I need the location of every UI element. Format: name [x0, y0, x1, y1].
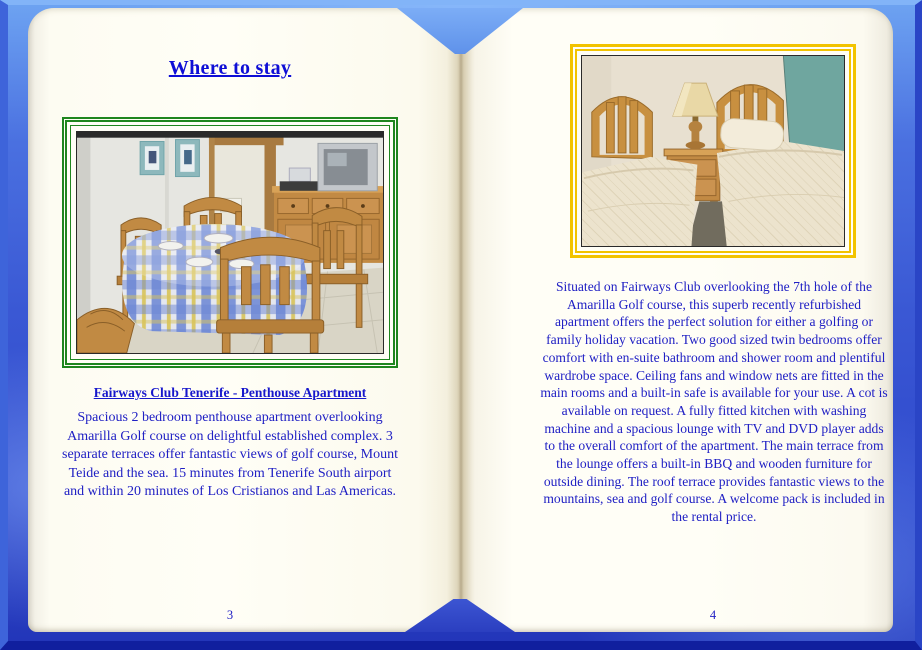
left-bed — [582, 157, 697, 246]
page-left — [28, 8, 461, 632]
page-right — [461, 8, 893, 632]
photo-edge — [77, 132, 383, 138]
dining-room-photo — [76, 131, 384, 354]
bedroom-photo-frame — [570, 44, 856, 258]
dining-photo-frame — [62, 117, 398, 368]
twin-bedroom-photo — [581, 55, 845, 247]
page-title: Where to stay — [168, 57, 292, 79]
right-page-paragraph: Situated on Fairways Club overlooking the 7th hole of the Amarilla Golf course, this superb recently refurbished apartment offers the perfect solution for either a golfing or family holiday vacation. Two good sized twin bedrooms offer comfort with en-suite bathroom and shower room and plentiful wardrobe space. Ceiling fans and window nets are fitted in the main rooms and a built-in safe is available for your use. A cot is available on request. A fully fitted kitchen with washing machine and a spacious lounge with TV and DVD player adds to the overall comfort of the apartment. The main terrace from the lounge offers a built-in BBQ and wooden furniture for outside dining. The roof terrace provides fantastic views to the mountains, sea and golf course. A welcome pack is included in the rental price. — [540, 279, 888, 525]
open-book — [28, 8, 893, 632]
page-number-right: 4 — [709, 608, 717, 622]
dining-photo-frame-mat — [70, 125, 390, 360]
left-page-paragraph: Spacious 2 bedroom penthouse apartment overlooking Amarilla Golf course on delightful established complex. 3 separate terraces offer fantastic views of golf course, Mount Teide and the sea. 15 minutes from Tenerife South airport and within 20 minutes of Los Cristianos and Las Americas. — [62, 410, 398, 500]
left-headboard — [592, 97, 653, 159]
page-right-content — [531, 8, 895, 632]
dining-photo-frame-inner — [65, 120, 395, 365]
apartment-heading: Fairways Club Tenerife - Penthouse Apartment — [93, 385, 367, 400]
page-number-left: 3 — [226, 608, 234, 622]
bedroom-photo-frame-inner — [575, 49, 851, 253]
page-left-content — [28, 8, 432, 632]
